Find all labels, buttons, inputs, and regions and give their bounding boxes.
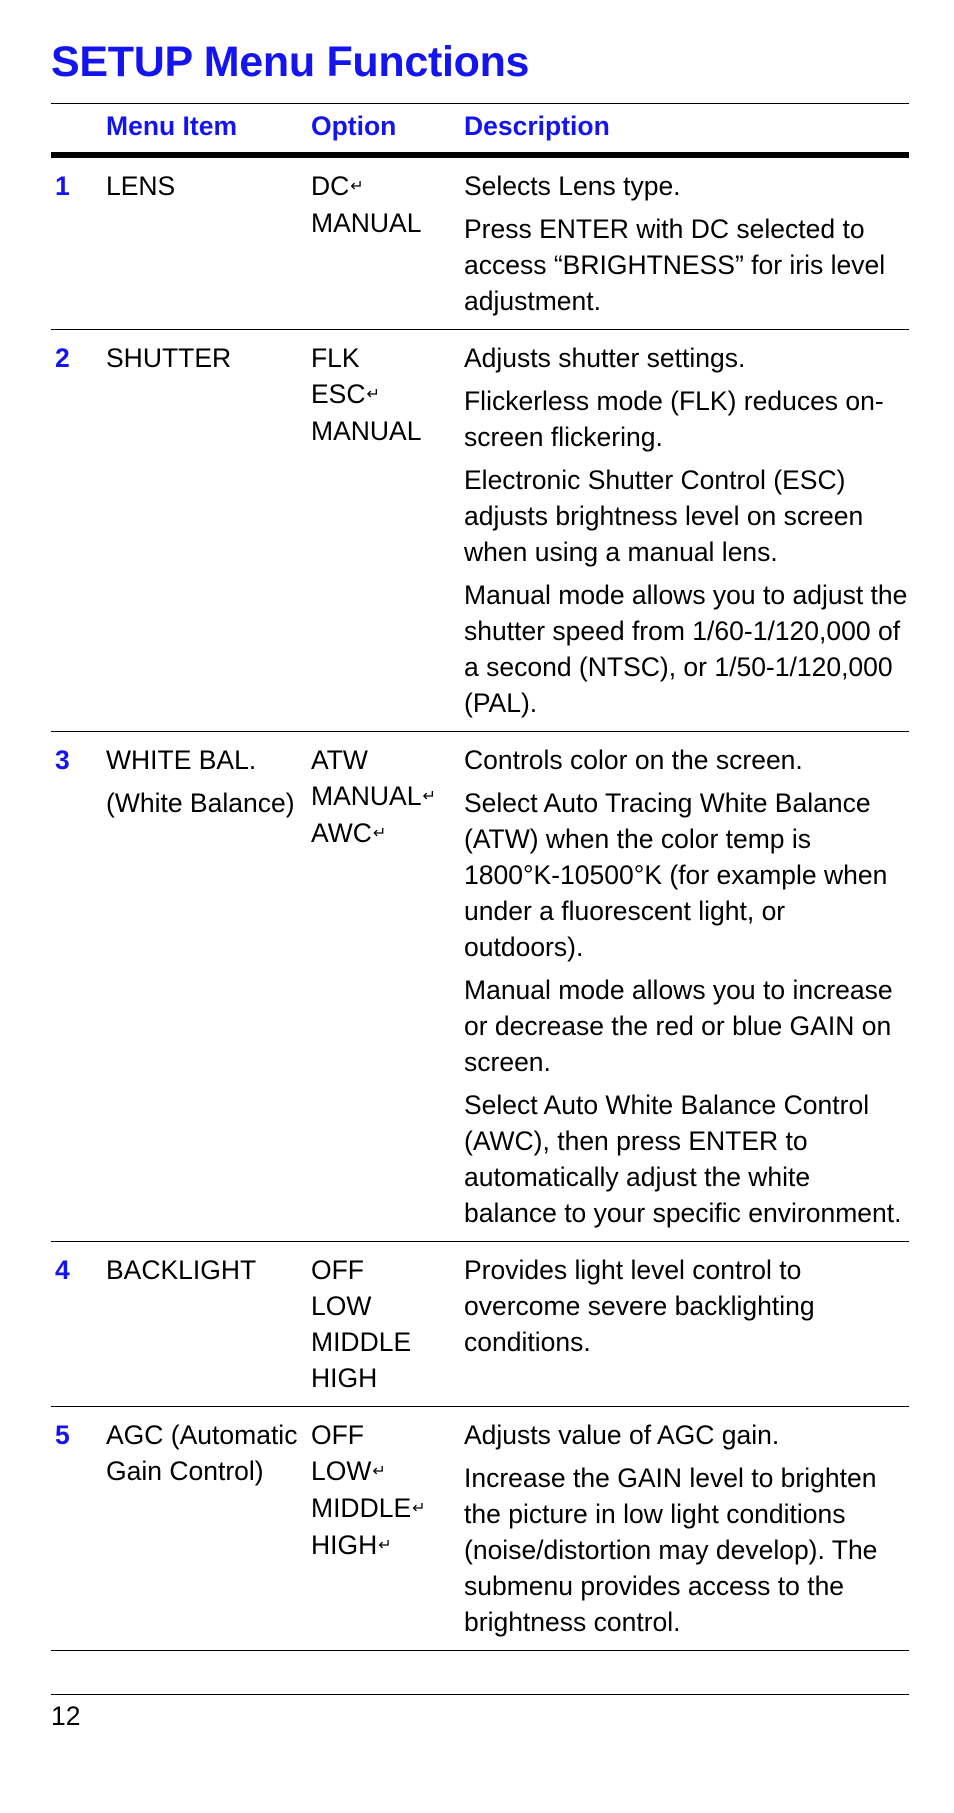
submenu-return-icon: ↵: [422, 788, 436, 805]
row-number: 4: [55, 1255, 70, 1285]
menu-item-label: AGC (Automatic Gain Control): [106, 1420, 298, 1486]
description-paragraph: Controls color on the screen.: [464, 745, 803, 775]
option-value: [311, 1252, 464, 1288]
option-label: MANUAL: [311, 416, 422, 446]
option-cell: [311, 1407, 464, 1651]
option-value: [311, 376, 464, 413]
option-cell: [311, 330, 464, 732]
description-paragraph: Manual mode allows you to adjust the shutter speed from 1/60-1/120,000 of a second (NTSC), or 1/50-1/120,000 (PAL).: [464, 580, 908, 718]
header-option: Option: [311, 111, 397, 141]
option-value: [311, 815, 464, 852]
menu-item-cell: [106, 330, 311, 732]
submenu-return-icon: ↵: [350, 178, 364, 195]
description-paragraph: Increase the GAIN level to brighten the picture in low light conditions (noise/distortion may develop). The submenu provides access to the brightness control.: [464, 1463, 878, 1637]
option-label: ESC: [311, 379, 366, 409]
description-paragraph: Electronic Shutter Control (ESC) adjusts brightness level on screen when using a manual lens.: [464, 465, 864, 567]
row-number: 2: [55, 343, 70, 373]
menu-item-cell: [106, 732, 311, 1242]
table-body: [51, 155, 909, 1651]
option-cell: [311, 1242, 464, 1407]
header-row: [51, 104, 909, 156]
option-value: [311, 1324, 464, 1360]
option-label: HIGH: [311, 1363, 378, 1393]
description-cell: [464, 155, 909, 330]
description-paragraph: Manual mode allows you to increase or decrease the red or blue GAIN on screen.: [464, 975, 893, 1077]
header-number: [51, 104, 106, 156]
option-value: [311, 1417, 464, 1453]
option-label: MIDDLE: [311, 1327, 412, 1357]
option-label: OFF: [311, 1255, 364, 1285]
description-paragraph: Select Auto Tracing White Balance (ATW) when the color temp is 1800°K-10500°K (for example when under a fluorescent light, or outdoors).: [464, 788, 888, 962]
menu-item-label: BACKLIGHT: [106, 1255, 257, 1285]
submenu-return-icon: ↵: [378, 1537, 392, 1554]
option-value: [311, 742, 464, 778]
menu-item-label: WHITE BAL.: [106, 745, 257, 775]
option-value: [311, 1490, 464, 1527]
description-paragraph: Press ENTER with DC selected to access “BRIGHTNESS” for iris level adjustment.: [464, 214, 886, 316]
setup-menu-table: [51, 103, 909, 1651]
description-paragraph: Selects Lens type.: [464, 171, 681, 201]
submenu-return-icon: ↵: [372, 825, 387, 842]
table-row: [51, 330, 909, 732]
table-row: [51, 1242, 909, 1407]
description-paragraph: Provides light level control to overcome severe backlighting conditions.: [464, 1255, 815, 1357]
table-row: [51, 1407, 909, 1651]
option-label: LOW: [311, 1291, 372, 1321]
description-cell: [464, 330, 909, 732]
description-paragraph: Select Auto White Balance Control (AWC), then press ENTER to automatically adjust the white balance to your specific environment.: [464, 1090, 902, 1228]
description-paragraph: Flickerless mode (FLK) reduces on-screen flickering.: [464, 386, 884, 452]
option-value: [311, 1527, 464, 1564]
option-value: [311, 413, 464, 449]
table-header: [51, 104, 909, 156]
description-cell: [464, 1407, 909, 1651]
option-value: [311, 1360, 464, 1396]
option-value: [311, 205, 464, 241]
row-number: 5: [55, 1420, 70, 1450]
option-cell: [311, 732, 464, 1242]
row-number: 3: [55, 745, 70, 775]
option-cell: [311, 155, 464, 330]
menu-item-cell: [106, 155, 311, 330]
menu-item-cell: [106, 1407, 311, 1651]
option-value: [311, 168, 464, 205]
table-row: [51, 732, 909, 1242]
header-menu-item: Menu Item: [106, 111, 238, 141]
page-title: SETUP Menu Functions: [51, 38, 530, 86]
menu-item-label: LENS: [106, 171, 176, 201]
option-label: MANUAL: [311, 208, 422, 238]
submenu-return-icon: ↵: [372, 1463, 386, 1480]
option-value: [311, 778, 464, 815]
option-value: [311, 1288, 464, 1324]
option-label: LOW: [311, 1456, 372, 1486]
description-paragraph: Adjusts shutter settings.: [464, 343, 746, 373]
option-label: HIGH: [311, 1530, 378, 1560]
description-cell: [464, 1242, 909, 1407]
option-label: MIDDLE: [311, 1493, 412, 1523]
option-label: DC: [311, 171, 350, 201]
option-value: [311, 1453, 464, 1490]
description-cell: [464, 732, 909, 1242]
menu-item-label: SHUTTER: [106, 343, 232, 373]
description-paragraph: Adjusts value of AGC gain.: [464, 1420, 780, 1450]
menu-item-cell: [106, 1242, 311, 1407]
option-label: MANUAL: [311, 781, 422, 811]
footer-divider: [51, 1694, 909, 1695]
option-value: [311, 340, 464, 376]
table-row: [51, 155, 909, 330]
page-number: 12: [51, 1701, 81, 1731]
menu-item-label: (White Balance): [106, 788, 295, 818]
option-label: AWC: [311, 818, 372, 848]
row-number: 1: [55, 171, 70, 201]
submenu-return-icon: ↵: [412, 1500, 426, 1517]
option-label: ATW: [311, 745, 368, 775]
option-label: FLK: [311, 343, 360, 373]
submenu-return-icon: ↵: [366, 386, 380, 403]
header-description: Description: [464, 111, 610, 141]
option-label: OFF: [311, 1420, 364, 1450]
